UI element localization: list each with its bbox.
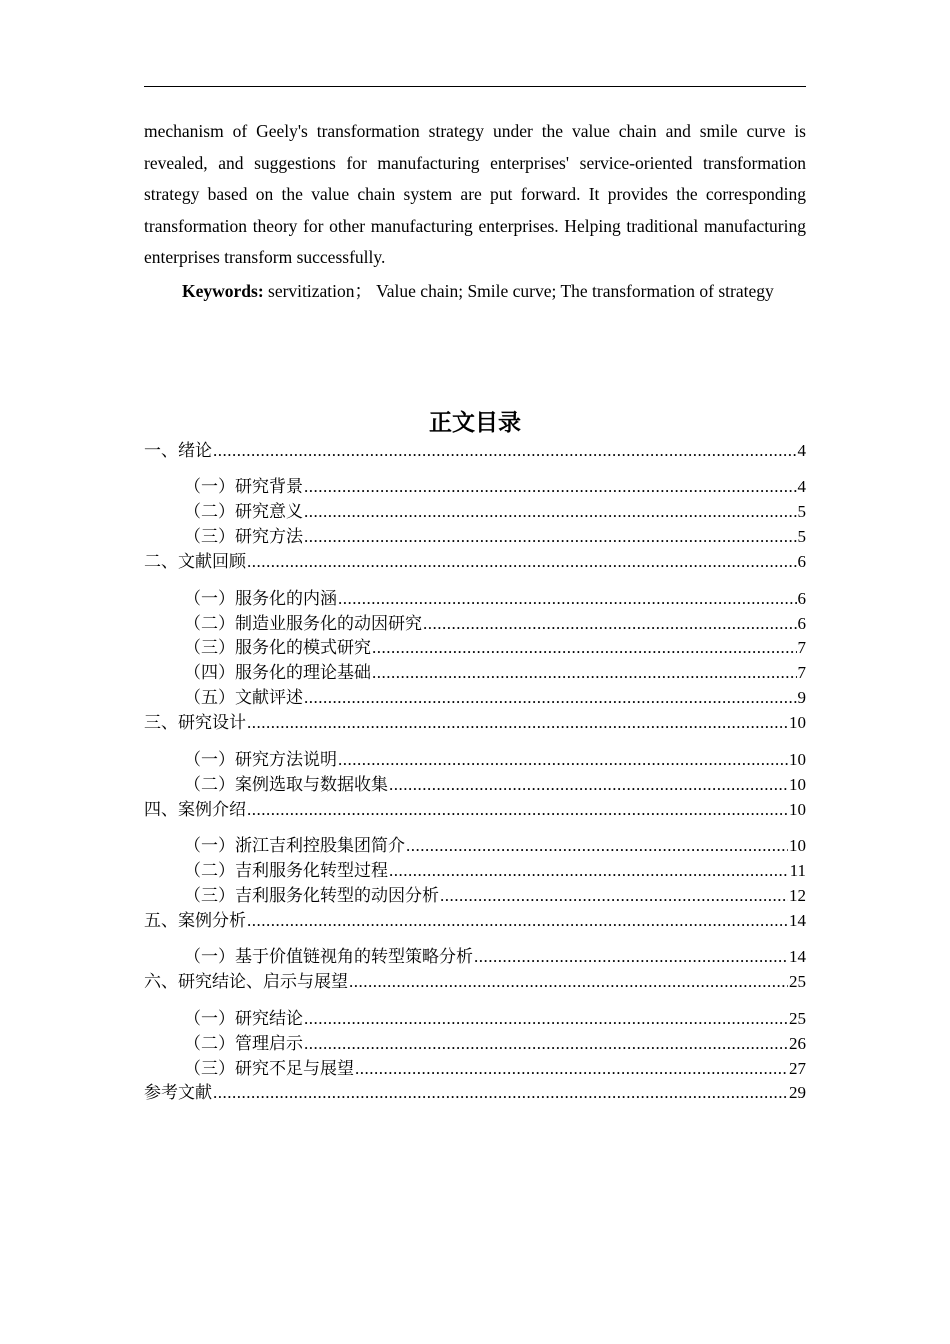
toc-entry[interactable] — [184, 1007, 806, 1031]
toc-entry[interactable] — [184, 661, 806, 685]
toc-entry-page: 10 — [789, 775, 806, 794]
toc-entry[interactable] — [184, 636, 806, 660]
toc-entry-page: 12 — [789, 886, 806, 905]
toc-entry-page: 5 — [797, 502, 806, 521]
dot-leader — [355, 1057, 788, 1081]
toc-entry-label: 一、绪论 — [144, 441, 212, 460]
toc-entry-label: （一）研究结论 — [184, 1009, 303, 1028]
toc-entry-page: 25 — [789, 1009, 806, 1028]
toc-entry-page: 10 — [789, 836, 806, 855]
toc-entry-label: （一）研究背景 — [184, 477, 303, 496]
toc-entry-page: 10 — [789, 800, 806, 819]
toc-entry-page: 14 — [789, 947, 806, 966]
toc-entry-label: 三、研究设计 — [144, 713, 246, 732]
toc-entry[interactable] — [144, 550, 806, 574]
toc-entry-page: 10 — [789, 713, 806, 732]
toc-entry-label: （三）服务化的模式研究 — [184, 638, 371, 657]
toc-entry[interactable] — [144, 970, 806, 994]
toc-entry-label: （一）研究方法说明 — [184, 750, 337, 769]
toc-entry[interactable] — [184, 945, 806, 969]
dot-leader — [304, 475, 797, 499]
toc-title: 正文目录 — [429, 410, 521, 436]
dot-leader — [247, 909, 788, 933]
toc-entry[interactable] — [184, 1057, 806, 1081]
toc-entry[interactable] — [184, 834, 806, 858]
dot-leader — [338, 587, 797, 611]
toc-entry-page: 6 — [797, 589, 806, 608]
toc-entry[interactable] — [144, 711, 806, 735]
toc-entry-page: 26 — [789, 1034, 806, 1053]
toc-entry-page: 6 — [797, 552, 806, 571]
toc-entry-page: 4 — [797, 441, 806, 460]
toc-entry-label: （一）基于价值链视角的转型策略分析 — [184, 947, 473, 966]
dot-leader — [304, 686, 797, 710]
dot-leader — [247, 550, 797, 574]
toc-entry[interactable] — [184, 587, 806, 611]
toc-entry[interactable] — [184, 475, 806, 499]
toc-entry-page: 7 — [797, 638, 806, 657]
toc-entry-label: （二）制造业服务化的动因研究 — [184, 614, 422, 633]
toc-entry-label: 二、文献回顾 — [144, 552, 246, 571]
toc-entry-page: 9 — [797, 688, 806, 707]
dot-leader — [406, 834, 788, 858]
toc-entry-page: 5 — [797, 527, 806, 546]
toc-entry[interactable] — [184, 859, 806, 883]
dot-leader — [213, 1081, 788, 1105]
dot-leader — [304, 1007, 788, 1031]
dot-leader — [474, 945, 788, 969]
dot-leader — [349, 970, 788, 994]
toc-entry-label: （五）文献评述 — [184, 688, 303, 707]
toc-entry[interactable] — [144, 439, 806, 463]
toc-entry-page: 7 — [797, 663, 806, 682]
toc-entry-page: 4 — [797, 477, 806, 496]
toc-entry-page: 27 — [789, 1059, 806, 1078]
toc-entry[interactable] — [144, 798, 806, 822]
toc-entry[interactable] — [184, 748, 806, 772]
toc-entry[interactable] — [184, 1032, 806, 1056]
dot-leader — [304, 1032, 788, 1056]
dot-leader — [389, 859, 789, 883]
toc-entry-page: 29 — [789, 1083, 806, 1102]
dot-leader — [389, 773, 788, 797]
keywords-label: Keywords: — [182, 281, 264, 301]
toc-entry-page: 25 — [789, 972, 806, 991]
toc-entry-label: 五、案例分析 — [144, 911, 246, 930]
dot-leader — [372, 636, 797, 660]
toc-entry[interactable] — [184, 773, 806, 797]
toc-entry-page: 10 — [789, 750, 806, 769]
toc-entry-label: （二）吉利服务化转型过程 — [184, 861, 388, 880]
toc-entry[interactable] — [184, 500, 806, 524]
dot-leader — [247, 711, 788, 735]
toc-entry[interactable] — [184, 612, 806, 636]
toc-entry-label: （二）案例选取与数据收集 — [184, 775, 388, 794]
toc-entry-label: （一）浙江吉利控股集团简介 — [184, 836, 405, 855]
toc-entry-label: （二）管理启示 — [184, 1034, 303, 1053]
dot-leader — [440, 884, 788, 908]
abstract-continuation: mechanism of Geely's transformation strategy under the value chain and smile curve is revealed, and suggestions for manufacturing enterprises' service-oriented transformation strategy based on the value chain system are put forward. It provides the corresponding transformation theory for other manufacturing enterprises. Helping traditional manufacturing enterprises transform successfully. — [144, 121, 806, 268]
toc-entry-label: 六、研究结论、启示与展望 — [144, 972, 348, 991]
toc-entry-label: 四、案例介绍 — [144, 800, 246, 819]
toc-entry-page: 11 — [789, 861, 806, 880]
toc-entry[interactable] — [144, 909, 806, 933]
toc-entry-page: 14 — [789, 911, 806, 930]
dot-leader — [372, 661, 797, 685]
toc-entry-label: （三）吉利服务化转型的动因分析 — [184, 886, 439, 905]
dot-leader — [338, 748, 788, 772]
toc-entry[interactable] — [144, 1081, 806, 1105]
toc-entry-label: （一）服务化的内涵 — [184, 589, 337, 608]
keywords-text: servitization； Value chain; Smile curve; The transformation of strategy — [263, 281, 774, 301]
toc-entry[interactable] — [184, 525, 806, 549]
dot-leader — [304, 525, 797, 549]
toc-entry-label: （四）服务化的理论基础 — [184, 663, 371, 682]
toc-entry-label: （三）研究不足与展望 — [184, 1059, 354, 1078]
dot-leader — [304, 500, 797, 524]
toc-entry-label: （二）研究意义 — [184, 502, 303, 521]
header-rule — [144, 86, 806, 87]
dot-leader — [423, 612, 797, 636]
keywords-paragraph — [144, 276, 806, 308]
toc-entry[interactable] — [184, 884, 806, 908]
toc-entry[interactable] — [184, 686, 806, 710]
toc-entry-label: 参考文献 — [144, 1083, 212, 1102]
dot-leader — [247, 798, 788, 822]
toc-entry-label: （三）研究方法 — [184, 527, 303, 546]
toc-entry-page: 6 — [797, 614, 806, 633]
dot-leader — [213, 439, 797, 463]
